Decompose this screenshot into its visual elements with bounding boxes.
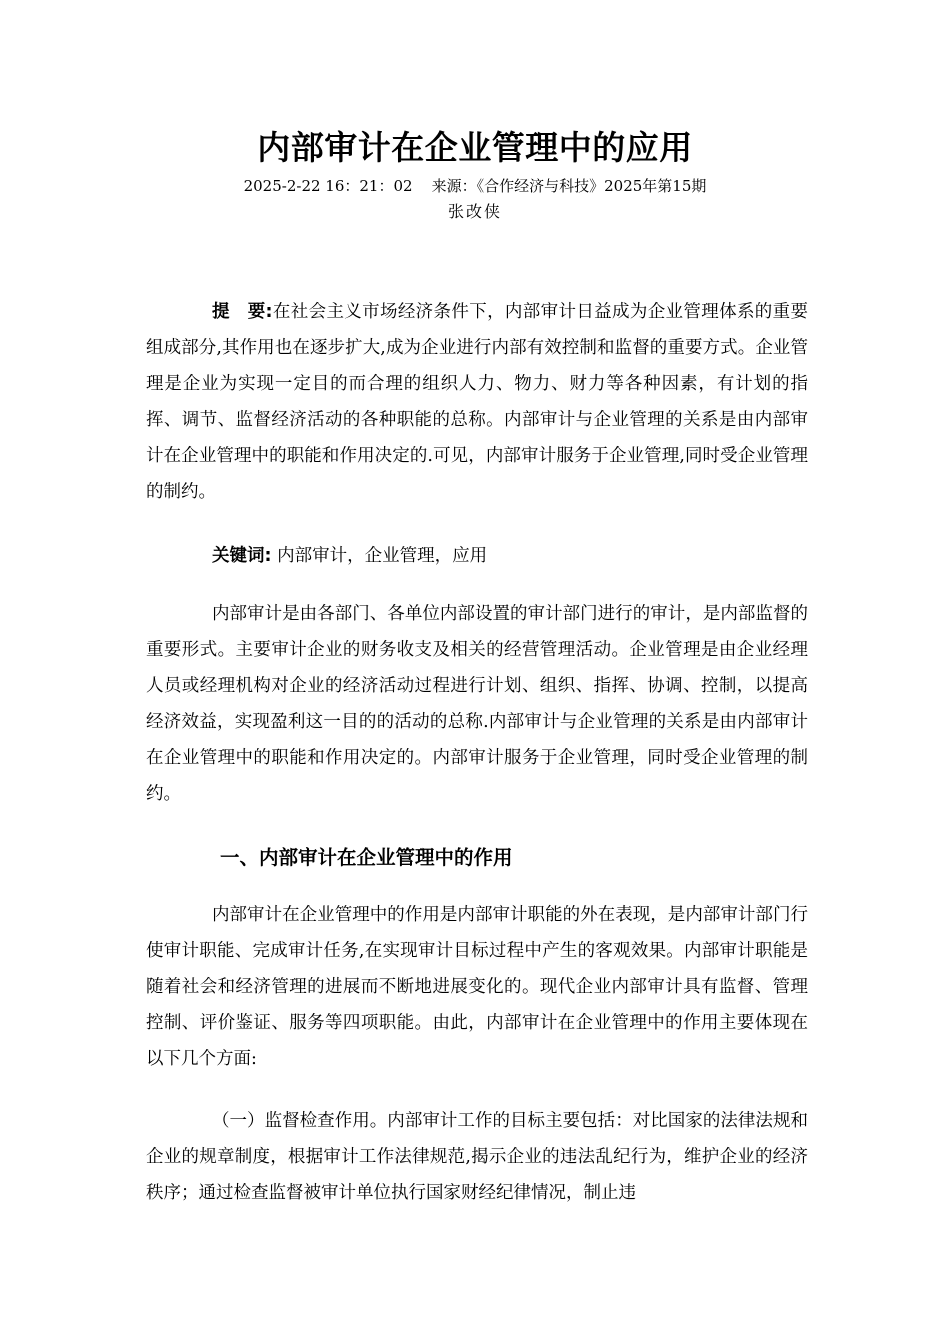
body-paragraph-3: （一）监督检查作用。内部审计工作的目标主要包括：对比国家的法律法规和企业的规章制度，根据审计工作法律规范,揭示企业的违法乱纪行为，维护企业的经济秩序；通过检查监督被审计单位执行国家财经纪律情况，制止违 — [146, 1111, 808, 1203]
keywords-label: 关键词: — [212, 546, 272, 566]
article-title: 内部审计在企业管理中的应用 — [257, 128, 693, 167]
body-paragraph-2: 内部审计在企业管理中的作用是内部审计职能的外在表现，是内部审计部门行使审计职能、完成审计任务,在实现审计目标过程中产生的客观效果。内部审计职能是随着社会和经济管理的进展而不断地进展变化的。现代企业内部审计具有监督、管理控制、评价鉴证、服务等四项职能。由此，内部审计在企业管理中的作用主要体现在以下几个方面: — [146, 905, 808, 1069]
body-paragraph-1: 内部审计是由各部门、各单位内部设置的审计部门进行的审计，是内部监督的重要形式。主要审计企业的财务收支及相关的经营管理活动。企业管理是由企业经理人员或经理机构对企业的经济活动过程进行计划、组织、指挥、协调、控制，以提高经济效益，实现盈利这一目的的活动的总称.内部审计与企业管理的关系是由内部审计在企业管理中的职能和作用决定的。内部审计服务于企业管理，同时受企业管理的制约。 — [146, 604, 808, 804]
article-meta: 2025-2-22 16：21：02 来源：《合作经济与科技》2025年第15期 — [243, 177, 707, 195]
keywords-text: 内部审计，企业管理，应用 — [277, 546, 488, 566]
abstract-label: 提 要: — [212, 302, 273, 322]
article-author: 张改侠 — [447, 202, 502, 221]
keywords-line — [146, 538, 808, 574]
section-heading-1: 一、内部审计在企业管理中的作用 — [220, 846, 513, 869]
abstract-paragraph — [146, 294, 808, 510]
abstract-text: 在社会主义市场经济条件下，内部审计日益成为企业管理体系的重要组成部分,其作用也在逐步扩大,成为企业进行内部有效控制和监督的重要方式。企业管理是企业为实现一定目的而合理的组织人力、物力、财力等各种因素，有计划的指挥、调节、监督经济活动的各种职能的总称。内部审计与企业管理的关系是由内部审计在企业管理中的职能和作用决定的.可见，内部审计服务于企业管理,同时受企业管理的制约。 — [146, 302, 808, 502]
